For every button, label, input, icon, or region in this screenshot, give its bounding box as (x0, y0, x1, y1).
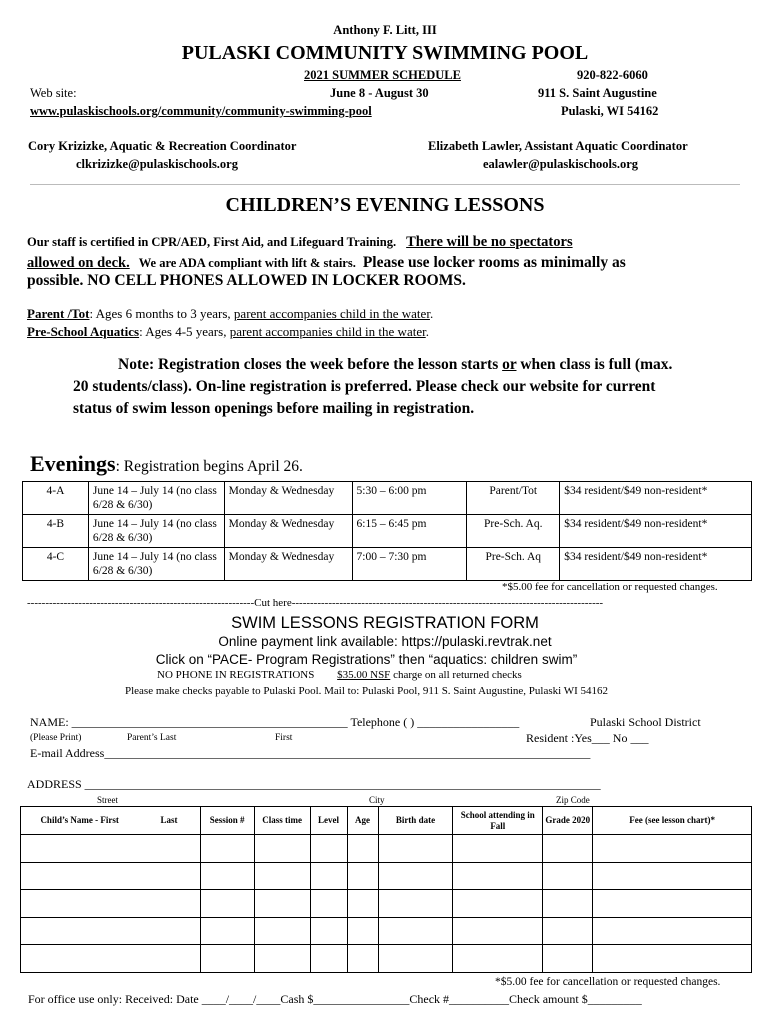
evenings-heading-line (30, 451, 303, 477)
schedule-cell-id: 4-B (23, 515, 89, 548)
registration-row (21, 862, 752, 890)
registration-input-cell[interactable] (453, 835, 543, 863)
spectators-text-b: allowed on deck. (27, 255, 130, 271)
registration-header-cell: Birth date (378, 807, 453, 835)
click-instructions: Click on “PACE- Program Registrations” then “aquatics: children swim” (155, 652, 578, 667)
registration-input-cell[interactable] (378, 917, 453, 945)
parent-tot-period: . (429, 306, 434, 321)
please-print-label: (Please Print) (30, 733, 82, 743)
registration-input-cell[interactable] (378, 890, 453, 918)
registration-header-cell: Session # (200, 807, 254, 835)
registration-input-cell[interactable] (593, 835, 752, 863)
preschool-period: . (425, 324, 429, 339)
schedule-row (23, 548, 752, 581)
spectators-text-a: There will be no spectators (406, 234, 573, 250)
zip-label: Zip Code (556, 795, 590, 805)
registration-input-cell[interactable] (138, 890, 200, 918)
registration-input-cell[interactable] (254, 835, 310, 863)
registration-header-cell: Last (138, 807, 200, 835)
registration-input-cell[interactable] (138, 945, 200, 973)
note-line-2: 20 students/class). On-line registration is preferred. Please check our website for current (73, 378, 656, 395)
registration-table (20, 806, 752, 973)
cut-line-right: ------------------------------------------------------------------------------------- (291, 597, 604, 609)
evenings-heading: Evenings (30, 451, 116, 476)
registration-input-cell[interactable] (310, 945, 347, 973)
pool-title: PULASKI COMMUNITY SWIMMING POOL (181, 42, 589, 64)
coordinator-1-name: Cory Krizizke, Aquatic & Recreation Coordinator (28, 139, 297, 153)
registration-input-cell[interactable] (254, 917, 310, 945)
registration-input-cell[interactable] (593, 890, 752, 918)
registration-input-cell[interactable] (310, 835, 347, 863)
schedule-cell-dates: June 14 – July 14 (no class 6/28 & 6/30) (88, 482, 224, 515)
registration-row (21, 917, 752, 945)
preschool-line (27, 324, 429, 340)
schedule-cell-level: Pre-Sch. Aq (467, 548, 560, 581)
schedule-cell-time: 5:30 – 6:00 pm (352, 482, 467, 515)
resident-checkboxes[interactable]: Resident :Yes___ No ___ (526, 731, 649, 745)
schedule-cell-fee: $34 resident/$49 non-resident* (560, 515, 752, 548)
evenings-fee-note: *$5.00 fee for cancellation or requested changes. (502, 581, 718, 593)
note-text-b: when class is full (max. (520, 356, 673, 373)
cut-line-left: -------------------------------------------------------------- (27, 597, 255, 609)
city-label: City (369, 795, 385, 805)
schedule-cell-fee: $34 resident/$49 non-resident* (560, 482, 752, 515)
schedule-cell-days: Monday & Wednesday (224, 482, 352, 515)
nsf-amount: $35.00 NSF (337, 669, 391, 681)
no-phones-text: possible. NO CELL PHONES ALLOWED IN LOCKER ROOMS. (27, 272, 466, 289)
registration-input-cell[interactable] (378, 862, 453, 890)
parent-tot-note: parent accompanies child in the water (233, 306, 430, 321)
parents-last-label: Parent’s Last (127, 733, 177, 743)
website-link[interactable]: www.pulaskischools.org/community/community-swimming-pool (30, 104, 372, 118)
staff-line (27, 233, 573, 251)
registration-input-cell[interactable] (200, 862, 254, 890)
pool-street: 911 S. Saint Augustine (538, 86, 657, 100)
email-field[interactable]: E-mail Address_________________________________________________________________________________ (30, 746, 591, 760)
registration-input-cell[interactable] (543, 862, 593, 890)
registration-input-cell[interactable] (453, 890, 543, 918)
staff-text: Our staff is certified in CPR/AED, First Aid, and Lifeguard Training. (27, 235, 397, 249)
registration-input-cell[interactable] (21, 862, 139, 890)
address-field[interactable]: ADDRESS ______________________________________________________________________________________ (27, 777, 601, 791)
pool-city: Pulaski, WI 54162 (561, 104, 659, 118)
registration-input-cell[interactable] (453, 917, 543, 945)
schedule-cell-days: Monday & Wednesday (224, 548, 352, 581)
registration-input-cell[interactable] (347, 835, 378, 863)
street-label: Street (97, 795, 118, 805)
pool-phone: 920-822-6060 (577, 68, 648, 82)
schedule-cell-id: 4-C (23, 548, 89, 581)
registration-input-cell[interactable] (21, 890, 139, 918)
registration-input-cell[interactable] (543, 835, 593, 863)
coordinator-2-email: ealawler@pulaskischools.org (483, 157, 639, 171)
registration-input-cell[interactable] (347, 862, 378, 890)
registration-input-cell[interactable] (543, 917, 593, 945)
schedule-row (23, 482, 752, 515)
schedule-cell-time: 6:15 – 6:45 pm (352, 515, 467, 548)
preschool-label: Pre-School Aquatics (27, 324, 140, 339)
schedule-row (23, 515, 752, 548)
preschool-note: parent accompanies child in the water (229, 324, 426, 339)
registration-input-cell[interactable] (347, 890, 378, 918)
registration-input-cell[interactable] (347, 945, 378, 973)
registration-input-cell[interactable] (453, 862, 543, 890)
parent-tot-ages: : Ages 6 months to 3 years, (89, 306, 231, 321)
registration-header-cell: Fee (see lesson chart)* (593, 807, 752, 835)
registration-header-cell: Child’s Name - First (21, 807, 139, 835)
first-name-label: First (275, 733, 293, 743)
payment-link-text: Online payment link available: https://pulaski.revtrak.net (218, 634, 552, 649)
registration-input-cell[interactable] (254, 945, 310, 973)
cut-here-label: Cut here (254, 597, 292, 609)
registration-input-cell[interactable] (200, 917, 254, 945)
registration-input-cell[interactable] (21, 835, 139, 863)
registration-header-cell: Level (310, 807, 347, 835)
registration-input-cell[interactable] (378, 835, 453, 863)
schedule-cell-dates: June 14 – July 14 (no class 6/28 & 6/30) (88, 548, 224, 581)
evenings-schedule-table (22, 481, 752, 581)
registration-input-cell[interactable] (543, 945, 593, 973)
district-label: Pulaski School District (590, 715, 701, 729)
ada-text: We are ADA compliant with lift & stairs. (138, 256, 356, 270)
ada-line (27, 254, 626, 272)
header-name: Anthony F. Litt, III (333, 23, 437, 37)
registration-header-cell: Grade 2020 (543, 807, 593, 835)
cut-line (27, 597, 603, 609)
registration-input-cell[interactable] (200, 835, 254, 863)
schedule-cell-fee: $34 resident/$49 non-resident* (560, 548, 752, 581)
schedule-cell-days: Monday & Wednesday (224, 515, 352, 548)
website-label: Web site: (30, 86, 77, 100)
note-text-a: Note: Registration closes the week before the lesson starts (118, 356, 499, 373)
nsf-line (157, 669, 522, 681)
checks-payable-text: Please make checks payable to Pulaski Pool. Mail to: Pulaski Pool, 911 S. Saint Augustine, Pulaski WI 54162 (124, 685, 609, 697)
registration-header-cell: Class time (254, 807, 310, 835)
registration-input-cell[interactable] (254, 890, 310, 918)
header-divider (30, 184, 740, 185)
registration-input-cell[interactable] (543, 890, 593, 918)
note-or: or (502, 356, 517, 373)
registration-input-cell[interactable] (593, 945, 752, 973)
schedule-cell-time: 7:00 – 7:30 pm (352, 548, 467, 581)
registration-input-cell[interactable] (593, 862, 752, 890)
nsf-text: charge on all returned checks (393, 669, 522, 681)
registration-row (21, 890, 752, 918)
registration-input-cell[interactable] (593, 917, 752, 945)
registration-row (21, 945, 752, 973)
form-fee-note: *$5.00 fee for cancellation or requested changes. (495, 976, 721, 988)
registration-header-cell: School attending in Fall (453, 807, 543, 835)
registration-input-cell[interactable] (200, 945, 254, 973)
registration-header-cell: Age (347, 807, 378, 835)
registration-input-cell[interactable] (378, 945, 453, 973)
office-use-line: For office use only: Received: Date ____/____/____Cash $________________Check #__________Check amount $_________ (28, 992, 642, 1006)
season-dates: June 8 - August 30 (330, 86, 429, 100)
registration-input-cell[interactable] (310, 917, 347, 945)
locker-text: Please use locker rooms as minimally as (362, 254, 626, 271)
evenings-subheading: : Registration begins April 26. (115, 458, 303, 475)
registration-input-cell[interactable] (310, 862, 347, 890)
registration-input-cell[interactable] (138, 917, 200, 945)
form-title: SWIM LESSONS REGISTRATION FORM (231, 614, 539, 632)
registration-input-cell[interactable] (453, 945, 543, 973)
registration-input-cell[interactable] (138, 835, 200, 863)
schedule-cell-level: Parent/Tot (467, 482, 560, 515)
registration-input-cell[interactable] (21, 945, 139, 973)
registration-input-cell[interactable] (347, 917, 378, 945)
registration-input-cell[interactable] (21, 917, 139, 945)
coordinator-1-email: clkrizizke@pulaskischools.org (76, 157, 238, 171)
parent-tot-label: Parent /Tot (27, 306, 90, 321)
schedule-label: 2021 SUMMER SCHEDULE (304, 68, 461, 82)
lessons-heading: CHILDREN’S EVENING LESSONS (225, 194, 545, 216)
registration-input-cell[interactable] (310, 890, 347, 918)
name-phone-line[interactable]: NAME: ______________________________________________ Telephone ( ) _________________ (30, 715, 520, 729)
registration-input-cell[interactable] (200, 890, 254, 918)
registration-input-cell[interactable] (254, 862, 310, 890)
parent-tot-line (27, 306, 433, 322)
schedule-cell-dates: June 14 – July 14 (no class 6/28 & 6/30) (88, 515, 224, 548)
note-line-3: status of swim lesson openings before mailing in registration. (73, 400, 475, 417)
schedule-cell-level: Pre-Sch. Aq. (467, 515, 560, 548)
no-phone-text: NO PHONE IN REGISTRATIONS (157, 669, 315, 681)
coordinator-2-name: Elizabeth Lawler, Assistant Aquatic Coordinator (428, 139, 688, 153)
note-line-1 (118, 356, 672, 374)
registration-row (21, 835, 752, 863)
preschool-ages: : Ages 4-5 years, (139, 324, 227, 339)
schedule-cell-id: 4-A (23, 482, 89, 515)
registration-input-cell[interactable] (138, 862, 200, 890)
